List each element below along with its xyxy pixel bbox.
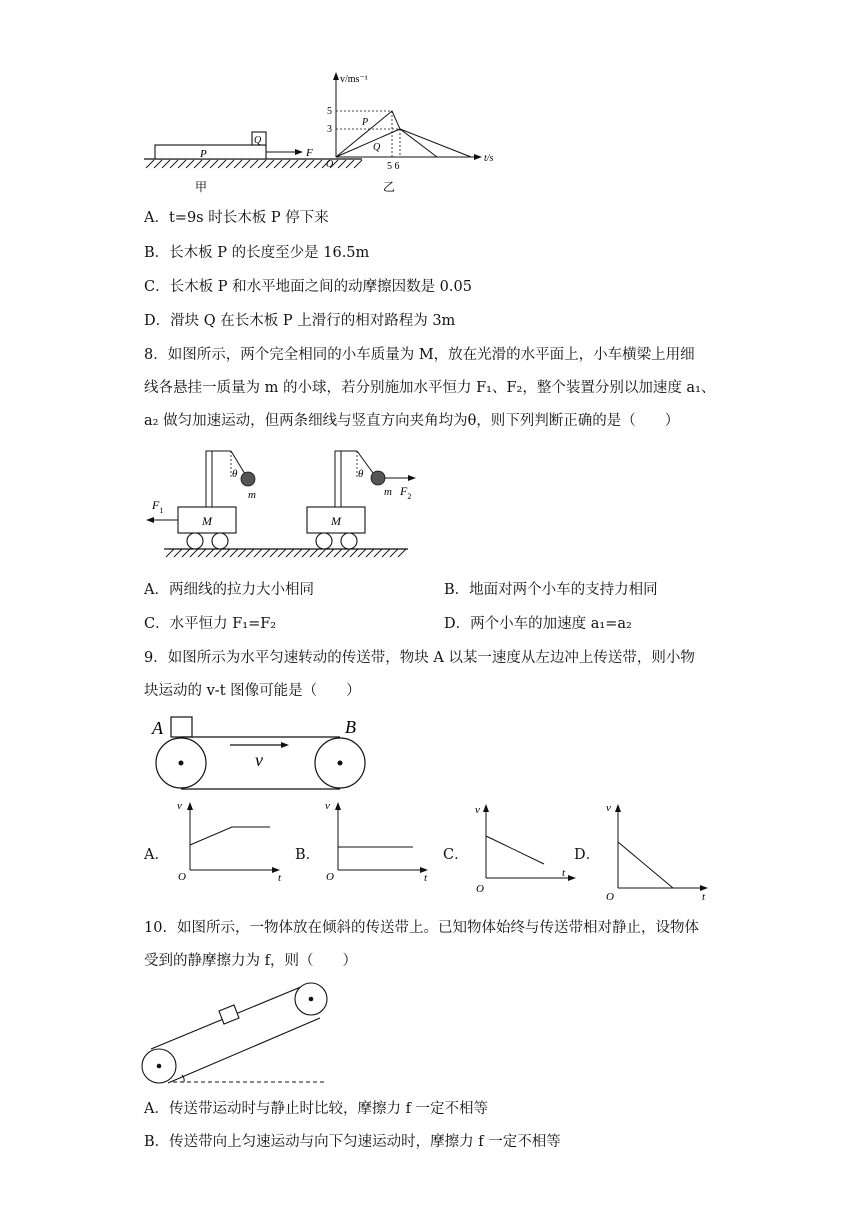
q8-option-a: A．两细线的拉力大小相同 [144, 582, 314, 598]
right-ball-label: m [384, 486, 392, 498]
line-p-label: P [362, 117, 369, 128]
graph-d-o: O [606, 891, 614, 903]
graph-c-v: v [475, 804, 480, 816]
q8-stem-line2: 线各悬挂一质量为 m 的小球，若分别施加水平恒力 F₁、F₂，整个装置分别以加速度 a₁、 [144, 380, 716, 396]
x-axis-label: t/s [484, 153, 494, 164]
graph-b-v: v [325, 800, 330, 812]
y-axis-label: v/ms⁻¹ [340, 74, 368, 85]
left-cart [146, 451, 256, 549]
left-theta-label: θ [232, 468, 238, 480]
graph-a-t: t [278, 872, 282, 884]
q9-stem-line1: 9．如图所示为水平匀速转动的传送带，物块 A 以某一速度从左边冲上传送带，则小物 [144, 650, 695, 666]
force-f-label: F [306, 147, 313, 159]
q9-option-b-label: B． [295, 847, 321, 863]
q9-stem-line2: 块运动的 v-t 图像可能是（ ） [144, 683, 361, 699]
graph-b-t: t [424, 872, 428, 884]
q10-option-b: B．传送带向上匀速运动与向下匀速运动时，摩擦力 f 一定不相等 [144, 1134, 561, 1150]
conveyor-v-label: v [255, 750, 263, 770]
q9-option-a-label: A． [144, 847, 169, 863]
line-q-label: Q [373, 142, 381, 153]
f1-label: $F_1$ [152, 498, 164, 515]
q8-figure [140, 443, 425, 563]
graph-c-t: t [562, 867, 566, 879]
q9-option-d-label: D． [574, 847, 601, 863]
f2-label: $F_2$ [400, 484, 412, 501]
origin-label: O [326, 159, 334, 170]
graph-d-v: v [606, 802, 611, 814]
block-p-label: P [200, 148, 207, 160]
fig-yi-caption: 乙 [383, 180, 396, 194]
tick-5-y: 5 [327, 106, 332, 117]
right-cart [307, 451, 416, 549]
q9-graph-d [598, 798, 720, 903]
conveyor-b-label: B [345, 717, 356, 737]
q7-figure [140, 70, 510, 195]
q8-stem-line3: a₂ 做匀加速运动，但两条细线与竖直方向夹角均为θ，则下列判断正确的是（ ） [144, 413, 680, 429]
q8-option-b: B．地面对两个小车的支持力相同 [444, 582, 658, 598]
q10-option-a: A．传送带运动时与静止时比较，摩擦力 f 一定不相等 [144, 1101, 489, 1117]
q7-option-c: C．长木板 P 和水平地面之间的动摩擦因数是 0.05 [144, 279, 472, 295]
q10-stem-line1: 10．如图所示，一物体放在倾斜的传送带上。已知物体始终与传送带相对静止，设物体 [144, 920, 699, 936]
q8-option-c: C．水平恒力 F₁=F₂ [144, 616, 277, 632]
q8-option-d: D．两个小车的加速度 a₁=a₂ [444, 616, 632, 632]
graph-a-o: O [178, 871, 186, 883]
tick-x: 5 6 [387, 161, 400, 172]
graph-c-o: O [476, 883, 484, 895]
graph-b-o: O [326, 871, 334, 883]
q10-incline-figure [140, 978, 332, 1090]
q9-graph-b [318, 798, 438, 884]
q9-graph-a [170, 798, 290, 884]
q7-option-d: D．滑块 Q 在长木板 P 上滑行的相对路程为 3m [144, 313, 456, 329]
q7-fig-yi [326, 72, 494, 194]
q8-stem-line1: 8．如图所示，两个完全相同的小车质量为 M，放在光滑的水平面上，小车横梁上用细 [144, 347, 695, 363]
fig-jia-caption: 甲 [195, 180, 208, 194]
conveyor-a-label: A [152, 718, 163, 738]
left-ball-label: m [248, 489, 256, 501]
right-cart-m-label: M [331, 514, 341, 528]
right-theta-label: θ [358, 468, 364, 480]
q9-conveyor-figure [148, 712, 373, 792]
q7-option-a: A．t=9s 时长木板 P 停下来 [144, 210, 329, 226]
graph-d-t: t [702, 891, 706, 903]
q9-option-c-label: C． [443, 847, 469, 863]
q7-option-b: B．长木板 P 的长度至少是 16.5m [144, 245, 370, 261]
block-q-label: Q [254, 135, 262, 146]
q9-graph-c [466, 798, 586, 895]
left-cart-m-label: M [202, 514, 212, 528]
q10-stem-line2: 受到的静摩擦力为 f，则（ ） [144, 953, 357, 969]
graph-a-v: v [177, 800, 182, 812]
tick-3-y: 3 [327, 124, 332, 135]
